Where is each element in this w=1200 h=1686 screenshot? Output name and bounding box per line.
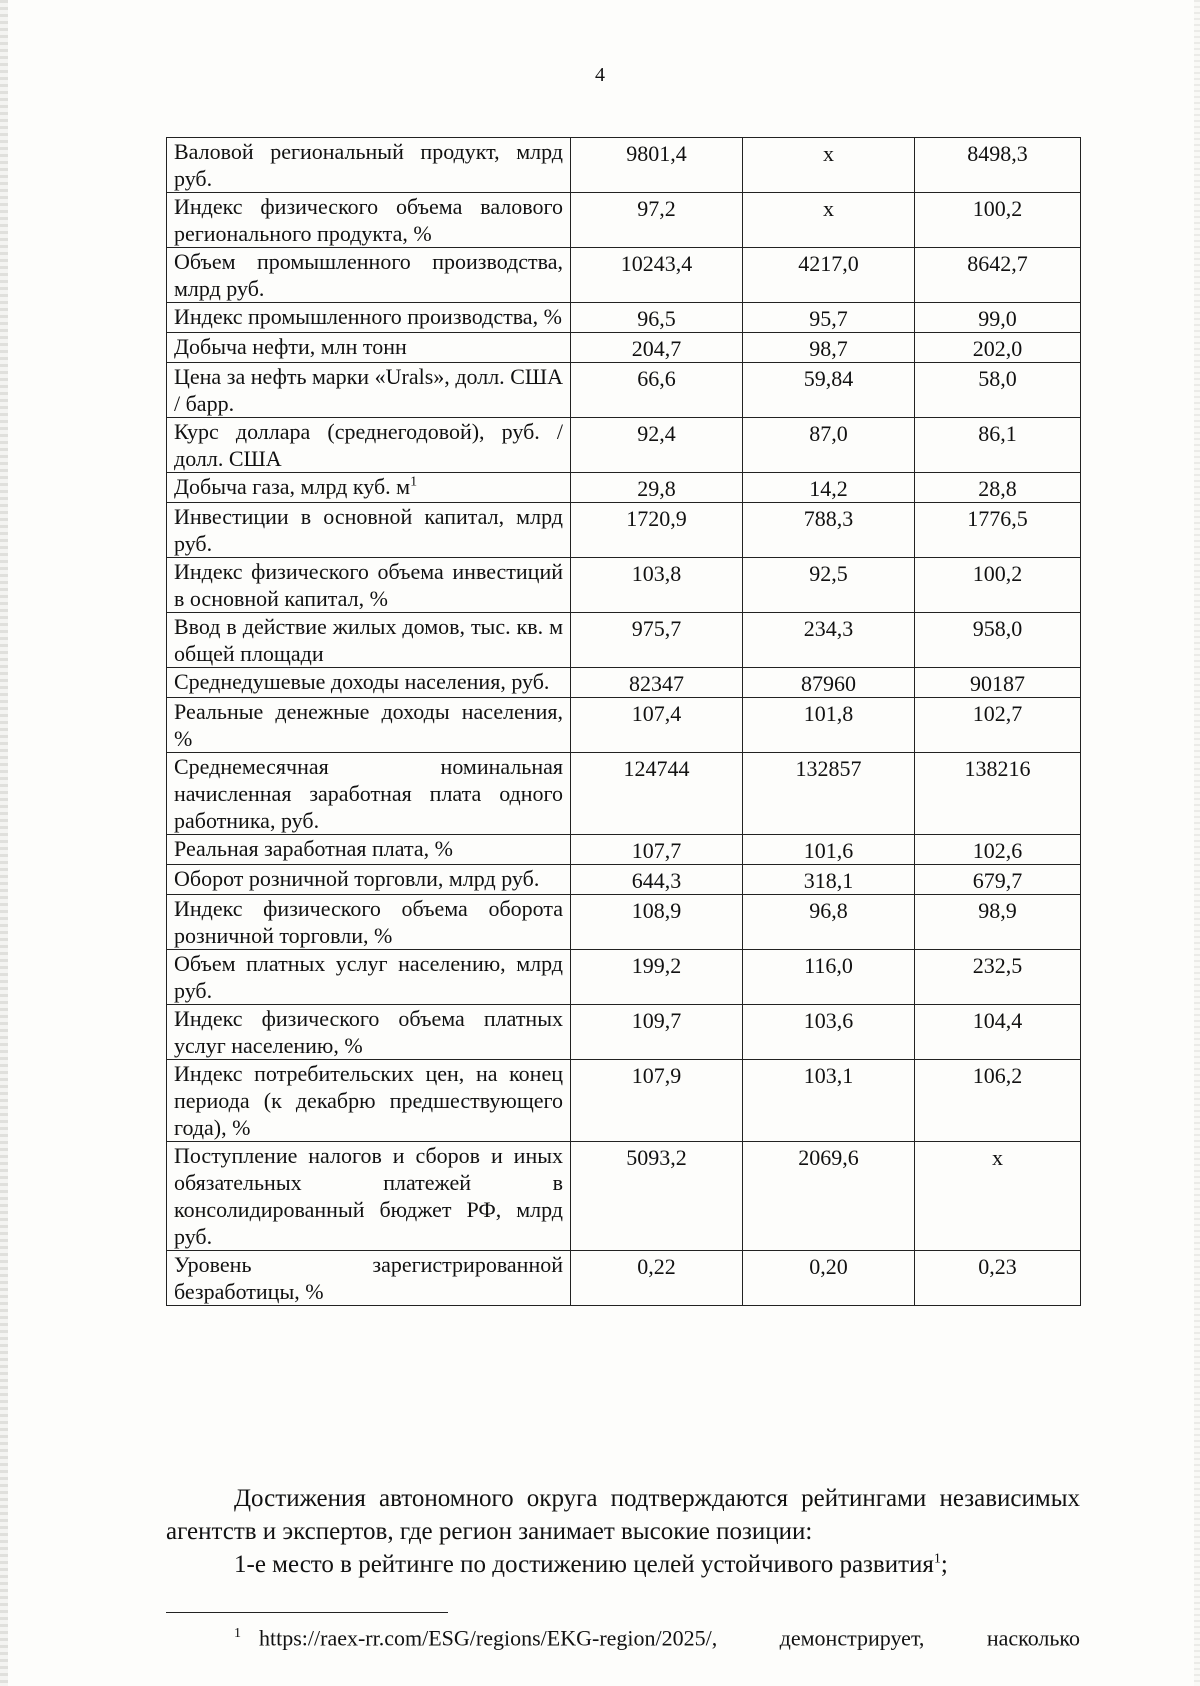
- indicator-label: [167, 303, 571, 333]
- table-row: [167, 668, 1081, 698]
- table-row: [167, 1142, 1081, 1251]
- value-cell-1: 97,2: [571, 193, 743, 248]
- page-number: 4: [595, 64, 605, 86]
- table-row: [167, 613, 1081, 668]
- table-row: [167, 418, 1081, 473]
- value-cell-1: 96,5: [571, 303, 743, 333]
- value-cell-3: 106,2: [915, 1060, 1081, 1142]
- indicator-label: [167, 950, 571, 1005]
- indicator-label: [167, 1005, 571, 1060]
- value-cell-1: 107,7: [571, 835, 743, 865]
- value-cell-3: 100,2: [915, 193, 1081, 248]
- indicator-label-text: Уровень зарегистрированной безработицы, %: [174, 1252, 563, 1304]
- value-cell-3: 102,7: [915, 698, 1081, 753]
- table-row: [167, 698, 1081, 753]
- rating-item-text: 1-е место в рейтинге по достижению целей устойчивого развития: [234, 1551, 934, 1578]
- indicators-table: [166, 137, 1081, 1306]
- value-cell-1: 124744: [571, 753, 743, 835]
- value-cell-2: 132857: [743, 753, 915, 835]
- value-cell-2: 101,8: [743, 698, 915, 753]
- table-row: [167, 248, 1081, 303]
- value-cell-3: 202,0: [915, 333, 1081, 363]
- value-cell-2: 4217,0: [743, 248, 915, 303]
- indicator-label-text: Среднедушевые доходы населения, руб.: [174, 669, 550, 694]
- indicator-label-text: Объем платных услуг населению, млрд руб.: [174, 951, 563, 1003]
- indicator-label: [167, 835, 571, 865]
- value-cell-3: 0,23: [915, 1251, 1081, 1306]
- indicator-label: [167, 503, 571, 558]
- table-row: [167, 1060, 1081, 1142]
- value-cell-1: 66,6: [571, 363, 743, 418]
- indicator-label: [167, 698, 571, 753]
- indicator-label: [167, 753, 571, 835]
- indicator-label: [167, 613, 571, 668]
- indicator-label-text: Реальные денежные доходы населения, %: [174, 699, 563, 751]
- value-cell-1: 103,8: [571, 558, 743, 613]
- indicator-label-text: Объем промышленного производства, млрд руб.: [174, 249, 563, 301]
- table-row: [167, 950, 1081, 1005]
- value-cell-2: 103,1: [743, 1060, 915, 1142]
- table-row: [167, 865, 1081, 895]
- table-row: [167, 363, 1081, 418]
- rating-item-end: ;: [940, 1551, 948, 1578]
- value-cell-3: 104,4: [915, 1005, 1081, 1060]
- indicator-label: [167, 558, 571, 613]
- value-cell-2: 92,5: [743, 558, 915, 613]
- value-cell-3: 100,2: [915, 558, 1081, 613]
- table-row: [167, 558, 1081, 613]
- indicator-label: [167, 865, 571, 895]
- indicator-label: [167, 668, 571, 698]
- value-cell-1: 644,3: [571, 865, 743, 895]
- indicator-label-text: Валовой региональный продукт, млрд руб.: [174, 139, 563, 191]
- value-cell-1: 1720,9: [571, 503, 743, 558]
- value-cell-3: 138216: [915, 753, 1081, 835]
- value-cell-2: 98,7: [743, 333, 915, 363]
- indicators-table-body: [167, 138, 1081, 1306]
- value-cell-1: 92,4: [571, 418, 743, 473]
- indicator-label-text: Поступление налогов и сборов и иных обязательных платежей в консолидированный бюджет РФ, млрд руб.: [174, 1143, 563, 1249]
- value-cell-3: 58,0: [915, 363, 1081, 418]
- value-cell-3: 232,5: [915, 950, 1081, 1005]
- indicator-label: [167, 248, 571, 303]
- value-cell-1: 29,8: [571, 473, 743, 503]
- scan-edge-right: [1194, 0, 1200, 1686]
- value-cell-2: 87960: [743, 668, 915, 698]
- value-cell-2: 234,3: [743, 613, 915, 668]
- value-cell-3: 8498,3: [915, 138, 1081, 193]
- value-cell-1: 10243,4: [571, 248, 743, 303]
- footnote-mark: 1: [234, 1626, 241, 1641]
- value-cell-1: 5093,2: [571, 1142, 743, 1251]
- value-cell-2: 2069,6: [743, 1142, 915, 1251]
- value-cell-2: 103,6: [743, 1005, 915, 1060]
- indicator-label: [167, 895, 571, 950]
- indicator-label: [167, 193, 571, 248]
- value-cell-2: 59,84: [743, 363, 915, 418]
- value-cell-2: 95,7: [743, 303, 915, 333]
- indicator-label-text: Курс доллара (среднегодовой), руб. /долл. США: [174, 419, 563, 471]
- footnote-reference: 1: [410, 474, 418, 490]
- indicator-label: [167, 1060, 571, 1142]
- table-row: [167, 895, 1081, 950]
- indicator-label: [167, 1142, 571, 1251]
- value-cell-2: 116,0: [743, 950, 915, 1005]
- indicator-label-text: Индекс физического объема оборота розничной торговли, %: [174, 896, 563, 948]
- value-cell-3: 86,1: [915, 418, 1081, 473]
- indicator-label-text: Инвестиции в основной капитал, млрд руб.: [174, 504, 563, 556]
- footnote-text: https://raex-rr.com/ESG/regions/EKG-region/2025/, демонстрирует, насколько: [259, 1625, 1080, 1651]
- indicator-label-text: Ввод в действие жилых домов, тыс. кв. м общей площади: [174, 614, 563, 666]
- value-cell-3: 99,0: [915, 303, 1081, 333]
- indicator-label-text: Индекс потребительских цен, на конец периода (к декабрю предшествующего года), %: [174, 1061, 563, 1140]
- value-cell-2: x: [743, 138, 915, 193]
- rating-item-paragraph: [166, 1548, 1080, 1581]
- achievements-paragraph: Достижения автономного округа подтверждаются рейтингами независимых агентств и экспертов, где регион занимает высокие позиции:: [166, 1485, 1080, 1545]
- indicator-label: [167, 363, 571, 418]
- value-cell-3: 8642,7: [915, 248, 1081, 303]
- value-cell-2: 788,3: [743, 503, 915, 558]
- value-cell-2: 14,2: [743, 473, 915, 503]
- value-cell-1: 109,7: [571, 1005, 743, 1060]
- indicator-label-text: Индекс физического объема платных услуг населению, %: [174, 1006, 563, 1058]
- table-row: [167, 753, 1081, 835]
- value-cell-2: 0,20: [743, 1251, 915, 1306]
- table-row: [167, 193, 1081, 248]
- indicator-label-text: Индекс физического объема валового регионального продукта, %: [174, 194, 563, 246]
- value-cell-3: 102,6: [915, 835, 1081, 865]
- value-cell-1: 9801,4: [571, 138, 743, 193]
- value-cell-1: 107,9: [571, 1060, 743, 1142]
- value-cell-3: 958,0: [915, 613, 1081, 668]
- value-cell-2: 87,0: [743, 418, 915, 473]
- indicator-label-text: Индекс физического объема инвестиций в основной капитал, %: [174, 559, 563, 611]
- value-cell-1: 108,9: [571, 895, 743, 950]
- indicator-label-text: Добыча газа, млрд куб. м: [174, 474, 411, 499]
- value-cell-1: 975,7: [571, 613, 743, 668]
- table-row: [167, 473, 1081, 503]
- table-row: [167, 835, 1081, 865]
- value-cell-1: 107,4: [571, 698, 743, 753]
- value-cell-3: 98,9: [915, 895, 1081, 950]
- value-cell-1: 0,22: [571, 1251, 743, 1306]
- indicator-label-text: Индекс промышленного производства, %: [174, 304, 562, 329]
- indicator-label: [167, 333, 571, 363]
- value-cell-3: x: [915, 1142, 1081, 1251]
- indicator-label-text: Реальная заработная плата, %: [174, 836, 453, 861]
- table-row: [167, 303, 1081, 333]
- value-cell-3: 1776,5: [915, 503, 1081, 558]
- value-cell-1: 199,2: [571, 950, 743, 1005]
- footnote-separator: [166, 1612, 448, 1613]
- table-row: [167, 333, 1081, 363]
- value-cell-1: 204,7: [571, 333, 743, 363]
- footnote: [166, 1620, 1080, 1652]
- table-row: [167, 138, 1081, 193]
- indicator-label-text: Добыча нефти, млн тонн: [174, 334, 407, 359]
- indicator-label-text: Среднемесячная номинальная начисленная заработная плата одного работника, руб.: [174, 754, 563, 833]
- value-cell-1: 82347: [571, 668, 743, 698]
- indicator-label: [167, 418, 571, 473]
- value-cell-3: 28,8: [915, 473, 1081, 503]
- scan-edge-left: [0, 0, 8, 1686]
- value-cell-3: 90187: [915, 668, 1081, 698]
- value-cell-2: x: [743, 193, 915, 248]
- indicator-label: [167, 138, 571, 193]
- indicator-label-text: Оборот розничной торговли, млрд руб.: [174, 866, 540, 891]
- table-row: [167, 1251, 1081, 1306]
- table-row: [167, 1005, 1081, 1060]
- value-cell-2: 318,1: [743, 865, 915, 895]
- indicator-label: [167, 473, 571, 503]
- value-cell-2: 96,8: [743, 895, 915, 950]
- value-cell-2: 101,6: [743, 835, 915, 865]
- footnote-reference: 1: [933, 1551, 941, 1567]
- indicator-label: [167, 1251, 571, 1306]
- value-cell-3: 679,7: [915, 865, 1081, 895]
- table-row: [167, 503, 1081, 558]
- indicator-label-text: Цена за нефть марки «Urals», долл. США / барр.: [174, 364, 563, 416]
